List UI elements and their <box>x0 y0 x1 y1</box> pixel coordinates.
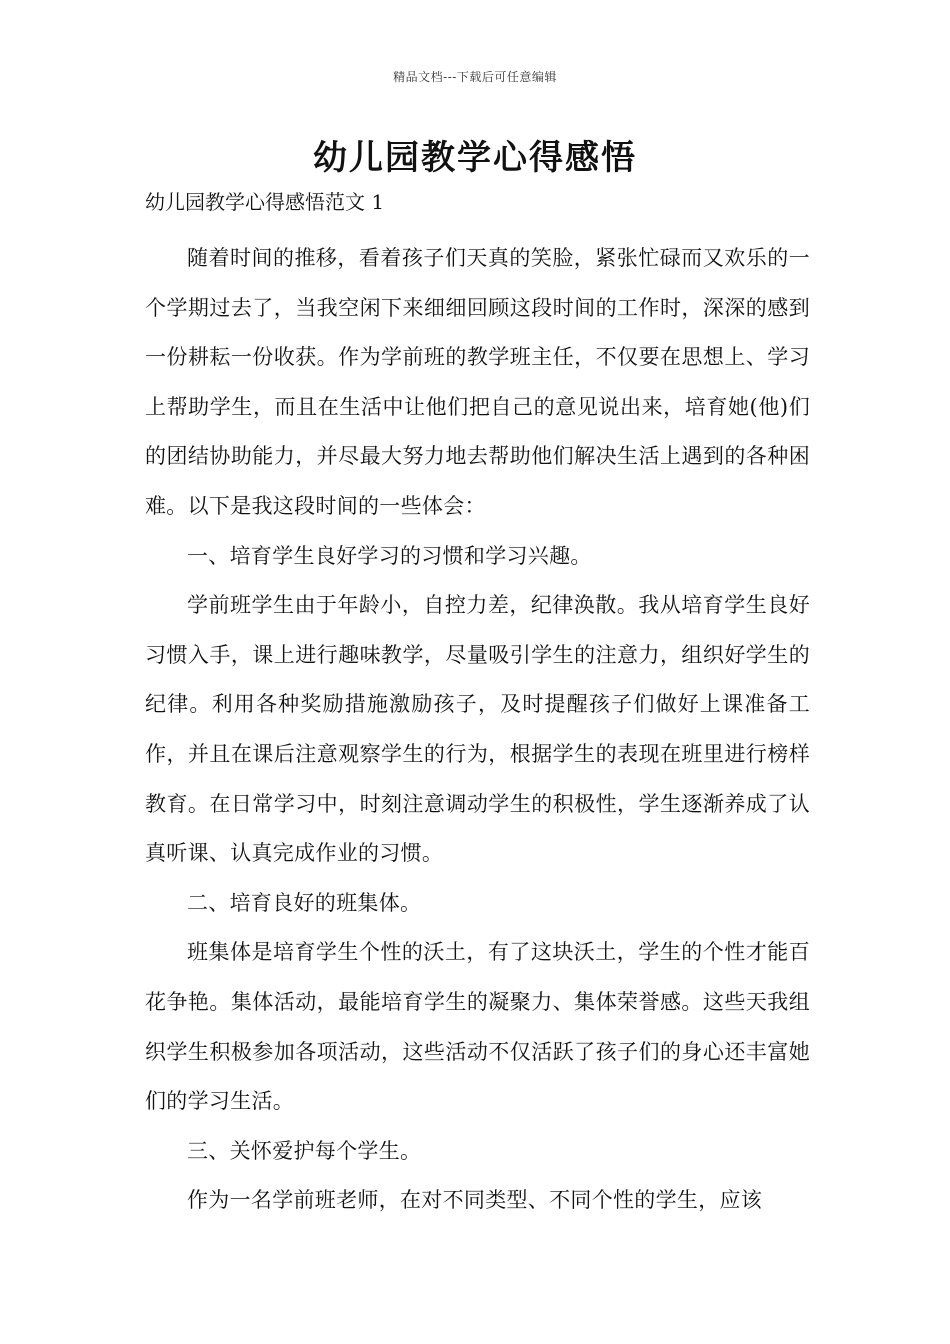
body-paragraph: 班集体是培育学生个性的沃土，有了这块沃土，学生的个性才能百花争艳。集体活动，最能培育学生的凝聚力、集体荣誉感。这些天我组织学生积极参加各项活动，这些活动不仅活跃了孩子们的身心还丰富她们的学习生活。 <box>145 940 810 1114</box>
header-note: 精品文档---下载后可任意编辑 <box>393 70 557 84</box>
section-heading: 二、培育良好的班集体。 <box>187 890 422 915</box>
section-heading: 三、关怀爱护每个学生。 <box>187 1138 422 1163</box>
body-paragraph: 学前班学生由于年龄小，自控力差，纪律涣散。我从培育学生良好习惯入手，课上进行趣味教学，尽量吸引学生的注意力，组织好学生的纪律。利用各种奖励措施激励孩子，及时提醒孩子们做好上课准备工作，并且在课后注意观察学生的行为，根据学生的表现在班里进行榜样教育。在日常学习中，时刻注意调动学生的积极性，学生逐渐养成了认真听课、认真完成作业的习惯。 <box>145 593 810 866</box>
body-paragraph: 作为一名学前班老师，在对不同类型、不同个性的学生，应该 <box>187 1188 763 1213</box>
body-paragraph: 随着时间的推移，看着孩子们天真的笑脸，紧张忙碌而又欢乐的一个学期过去了，当我空闲下来细细回顾这段时间的工作时，深深的感到一份耕耘一份收获。作为学前班的教学班主任，不仅要在思想上、学习上帮助学生，而且在生活中让他们把自己的意见说出来，培育她(他)们的团结协助能力，并尽最大努力地去帮助他们解决生活上遇到的各种困难。以下是我这段时间的一些体会： <box>145 246 810 518</box>
section-heading: 一、培育学生良好学习的习惯和学习兴趣。 <box>187 543 592 568</box>
document-body <box>145 234 810 1226</box>
document-subtitle: 幼儿园教学心得感悟范文 1 <box>145 190 385 214</box>
page-title: 幼儿园教学心得感悟 <box>313 138 637 178</box>
